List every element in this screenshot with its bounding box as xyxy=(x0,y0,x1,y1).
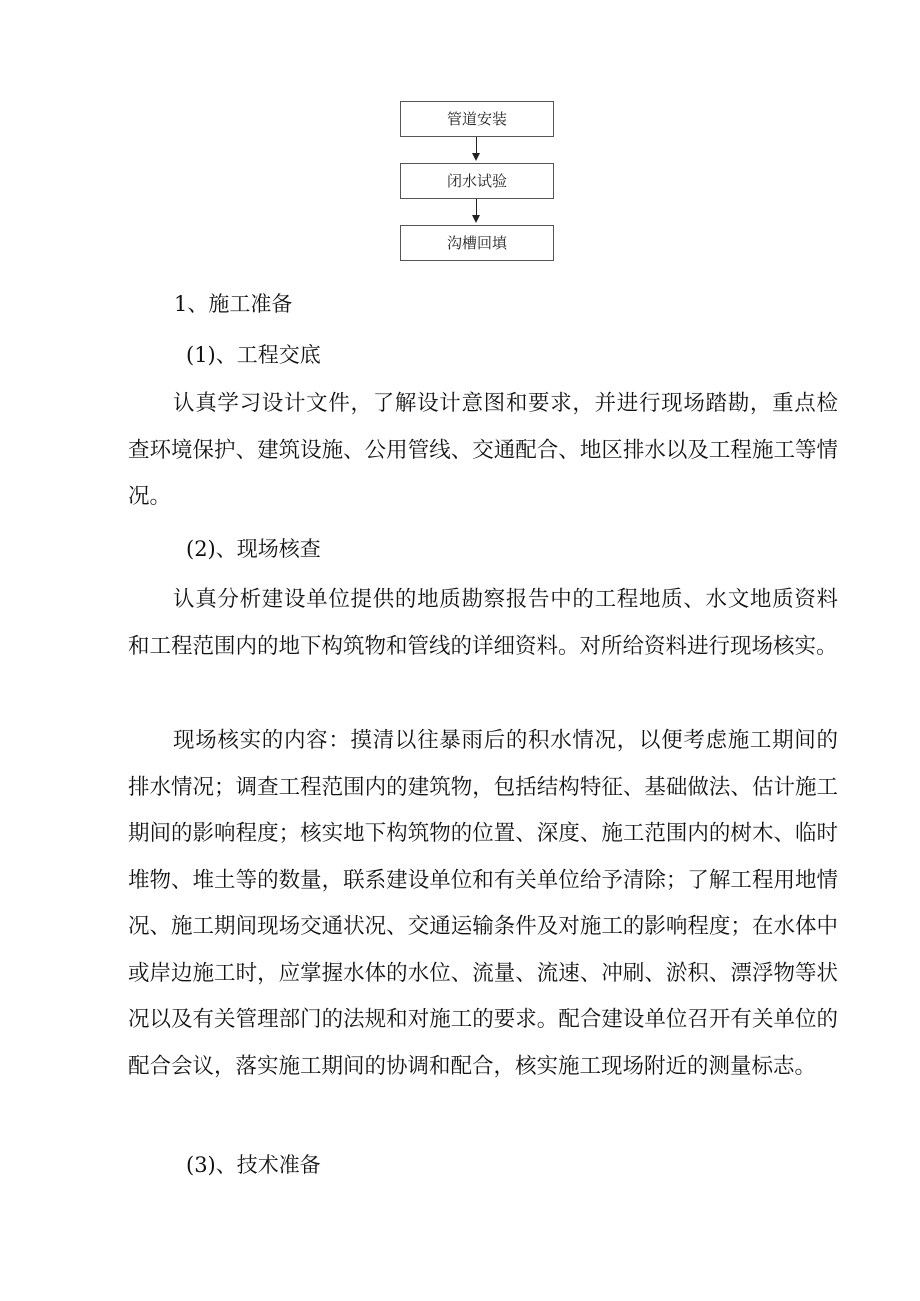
flow-arrow-down-icon xyxy=(472,153,480,161)
flow-step-water-test: 闭水试验 xyxy=(400,163,554,199)
flow-step-trench-backfill: 沟槽回填 xyxy=(400,225,554,261)
paragraph-site-check-content: 现场核实的内容：摸清以往暴雨后的积水情况，以便考虑施工期间的排水情况；调查工程范围内的建筑物，包括结构特征、基础做法、估计施工期间的影响程度；核实地下构筑物的位置、深度、施工范围内的树木、临时堆物、堆土等的数量，联系建设单位和有关单位给予清除；了解工程用地情况、施工期间现场交通状况、交通运输条件及对施工的影响程度；在水体中或岸边施工时，应掌握水体的水位、流量、流速、冲刷、淤积、漂浮物等状况以及有关管理部门的法规和对施工的要求。配合建设单位召开有关单位的配合会议，落实施工期间的协调和配合，核实施工现场附近的测量标志。 xyxy=(128,728,838,1079)
flow-step-pipe-install: 管道安装 xyxy=(400,101,554,137)
flow-arrow-line-2 xyxy=(476,199,477,215)
subsection-heading-site-check: (2)、现场核查 xyxy=(186,537,321,561)
paragraph-engineering-briefing: 认真学习设计文件，了解设计意图和要求，并进行现场踏勘，重点检查环境保护、建筑设施、公用管线、交通配合、地区排水以及工程施工等情况。 xyxy=(128,391,838,509)
flow-arrow-line-1 xyxy=(476,137,477,153)
subsection-heading-engineering-briefing: (1)、工程交底 xyxy=(186,343,321,367)
flow-arrow-down-icon xyxy=(472,215,480,223)
subsection-heading-technical-prep: (3)、技术准备 xyxy=(186,1153,321,1177)
paragraph-site-check-analysis: 认真分析建设单位提供的地质勘察报告中的工程地质、水文地质资料和工程范围内的地下构筑物和管线的详细资料。对所给资料进行现场核实。 xyxy=(128,587,838,659)
section-heading-construction-prep: 1、施工准备 xyxy=(174,292,293,316)
